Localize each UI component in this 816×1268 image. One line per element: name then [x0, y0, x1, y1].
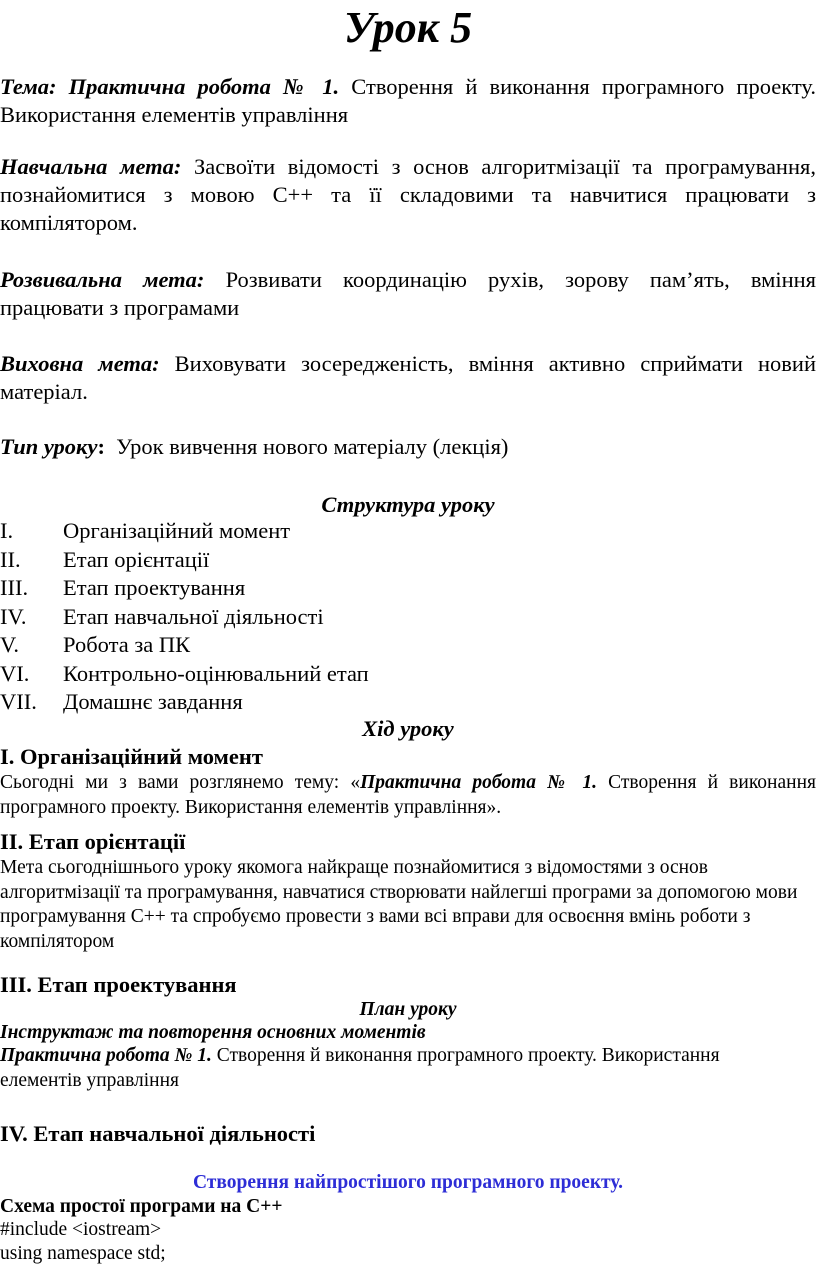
list-item-text: Робота за ПК: [63, 632, 191, 657]
list-item: [0, 631, 816, 660]
section-1-text-c: Створення й виконання програмного проекту. Використання елементів управління».: [0, 772, 816, 818]
plan-item-2-label: Практична робота № 1.: [0, 1045, 212, 1066]
section-1-text: [0, 771, 816, 820]
list-item: [0, 517, 816, 546]
upbringing-goal-label: Виховна мета:: [0, 351, 160, 376]
code-line-2: using namespace std;: [0, 1243, 166, 1264]
list-item-text: Етап навчальної діяльності: [63, 603, 324, 629]
list-item: [0, 603, 816, 632]
section-3-heading: III. Етап проектування: [0, 972, 237, 997]
dev-goal-text: Розвивати координацію рухів, зорову пам’ять, вміння працювати з програмами: [0, 267, 816, 320]
list-item-number: I.: [0, 518, 14, 543]
list-item-text: Домашнє завдання: [63, 689, 243, 714]
edu-goal-paragraph: [0, 153, 816, 237]
plan-item-1: Інструктаж та повторення основних моментів: [0, 1022, 426, 1043]
list-item: [0, 688, 816, 717]
section-1-heading: I. Організаційний момент: [0, 744, 263, 769]
section-1-text-b: Практична робота № 1.: [360, 772, 597, 793]
section-2-text: Мета сьогоднішнього уроку якомога найкраще познайомитися з відомостями з основ алгоритмізації та програмування, навчатися створювати найлегші програми за допомогою мови програмування С++ та спробуємо провести з вами всі вправи для освоєння вмінь роботи з компілятором: [0, 857, 798, 952]
section-1-text-a: Сьогодні ми з вами розглянемо тему: «: [0, 772, 361, 793]
topic-text: Створення й виконання програмного проекту. Використання елементів управління: [0, 74, 816, 127]
lesson-type-label: Тип уроку: [0, 434, 98, 459]
lesson-type-text: Урок вивчення нового матеріалу (лекція): [104, 434, 509, 459]
lesson-course-title: Хід уроку: [362, 716, 454, 741]
dev-goal-paragraph: [0, 266, 816, 322]
upbringing-goal-text: Виховувати зосередженість, вміння активно сприймати новий матеріал.: [0, 351, 816, 404]
list-item-number: VI.: [0, 660, 30, 686]
list-item-number: III.: [0, 575, 29, 600]
list-item-text: Організаційний момент: [63, 518, 291, 543]
list-item-number: IV.: [0, 603, 27, 629]
list-item: [0, 546, 816, 575]
edu-goal-label: Навчальна мета:: [0, 154, 182, 179]
section-2-heading: II. Етап орієнтації: [0, 829, 186, 854]
page-title: Урок 5: [343, 3, 473, 52]
plan-item-2: [0, 1044, 800, 1093]
scheme-title: Схема простої програми на С++: [0, 1196, 283, 1217]
list-item-number: II.: [0, 546, 21, 572]
lesson-type-paragraph: [0, 433, 816, 461]
dev-goal-label: Розвивальна мета:: [0, 267, 205, 292]
upbringing-goal-paragraph: [0, 350, 816, 406]
list-item-number: VII.: [0, 689, 37, 714]
section-4-heading: IV. Етап навчальної діяльності: [0, 1121, 316, 1146]
lesson-type-colon: :: [97, 434, 105, 459]
edu-goal-text: Засвоїти відомості з основ алгоритмізації та програмування, познайомитися з мовою С++ та її складовими та навчитися працювати з компілятором.: [0, 154, 816, 235]
list-item: [0, 660, 816, 689]
structure-title: Структура уроку: [321, 492, 495, 517]
list-item-text: Контрольно-оцінювальний етап: [63, 660, 369, 686]
list-item-text: Етап проектування: [63, 575, 246, 600]
blue-heading: Створення найпростішого програмного проекту.: [192, 1172, 624, 1193]
list-item-number: V.: [0, 632, 19, 657]
list-item: [0, 574, 816, 603]
structure-list: [0, 517, 816, 717]
list-item-text: Етап орієнтації: [63, 546, 210, 572]
plan-title: План уроку: [359, 999, 457, 1020]
topic-label: Тема: Практична робота № 1.: [0, 74, 340, 99]
topic-paragraph: [0, 73, 816, 129]
code-line-1: #include <iostream>: [0, 1219, 162, 1240]
plan-item-2-text: Створення й виконання програмного проекту. Використання елементів управління: [0, 1045, 720, 1091]
